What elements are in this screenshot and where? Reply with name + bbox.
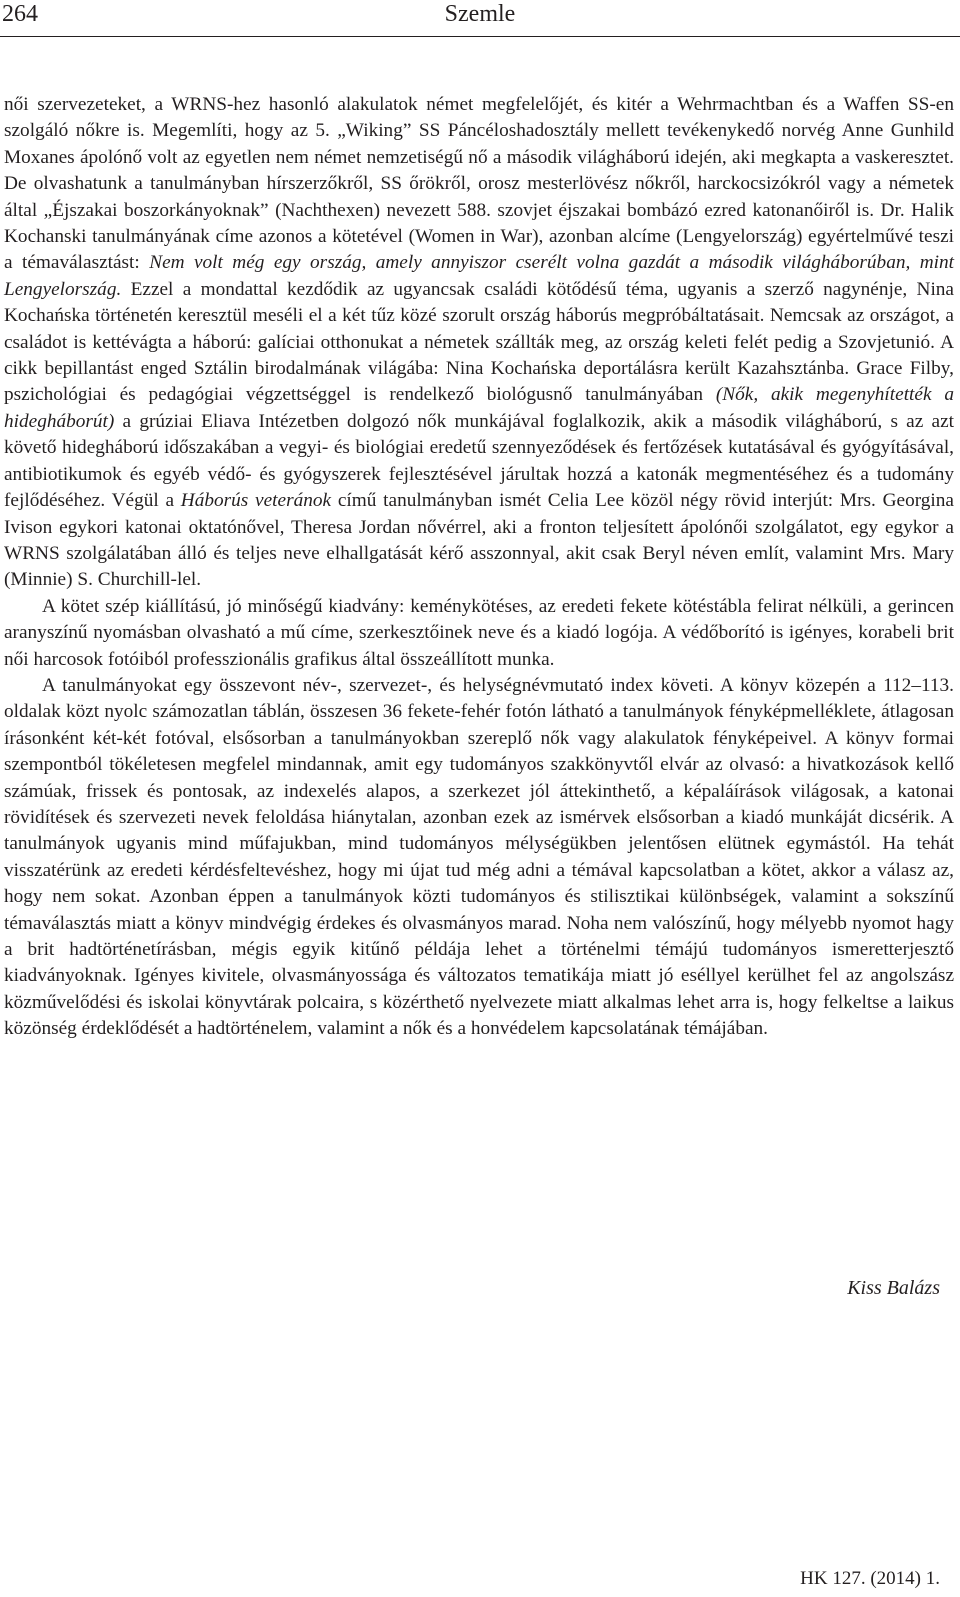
text-run: A tanulmányokat egy összevont név-, szervezet-, és helységnévmutató index követi. A könyv közepén a 112–113. oldalak közt nyolc számozatlan táblán, összesen 36 fekete-fehér fotón látható a tanulmányok fényképmelléklete, átlagosan írásonként két-két fotóval, elsősorban a tanulmányokban szereplő nők vagy alakulatok fényképeivel. A könyv formai szempontból tökéletesen megfelel mindannak, amit egy tudományos szakkönyvtől elvár az olvasó: a hivatkozások kellő számúak, frissek és pontosak, az indexelés alapos, a szerkezet jól áttekinthető, a képaláírások világosak, a katonai rövidítések és szervezeti nevek feloldása hiánytalan, azonban ezek az ismérvek elsősorban a kiadó munkáját dicsérik. A tanulmányok ugyanis mind műfajukban, mind tudományos mélységükben jelentősen elütnek egymástól. Ha tehát visszatérünk az eredeti kérdésfeltevéshez, hogy mi újat tud még adni a témával kapcsolatban a kötet, akkor a válasz az, hogy nem sokat. Azonban éppen a tanulmányok közti tudományos és stilisztikai különbségek, valamint a sokszínű témaválasztás miatt a könyv mindvégig érdekes és olvasmányos marad. Noha nem valószínű, hogy mélyebb nyomot hagy a brit hadtörténetírásban, mégis egyik kitűnő példája lehet a történelmi témájú tudományos ismeretterjesztő kiadványoknak. Igényes kivitele, olvasmányossága és változatos tematikája miatt jó eséllyel kerülhet fel az angolszász közművelődési és iskolai könyvtárak polcaira, s közérthető nyelvezete miatt alkalmas lehet arra is, hogy felkeltse a laikus közönség érdeklődését a hadtörténelem, valamint a nők és a honvédelem kapcsolatának témájában. xyxy=(4,674,954,1040)
text-run: női szervezeteket, a WRNS-hez hasonló alakulatok német megfelelőjét, és kitér a Wehrmachtban és a Waffen SS-en szolgáló nőkre is. Megemlíti, hogy az 5. „Wiking” SS Páncéloshadosztály mellett tevékenykedő norvég Anne Gunhild Moxanes ápolónő volt az egyetlen nem német nemzetiségű nő a második világháború idején, aki megkapta a vaskeresztet. De olvashatunk a tanulmányban hírszerzőkről, SS őrökről, orosz mesterlövész nőkről, harckocsizókról vagy a németek által „Éjszakai boszorkányoknak” (Nachthexen) nevezett 588. szovjet éjszakai bombázó ezred katonanőiről is. xyxy=(4,94,954,221)
body-paragraph xyxy=(4,594,954,673)
body-paragraph xyxy=(4,673,954,1043)
text-run: Ezzel a mondattal kezdődik az ugyancsak családi kötődésű téma, ugyanis a szerző nagynénje, Nina Kochańska történetén keresztül meséli el a két tűz közé szorult ország háborús megpróbáltatásait. Nemcsak az országot, a családot is kettévágta a háború: galíciai otthonukat a németek szállták meg, az ország keleti felét pedig a Szovjetunió. A cikk bepillantást enged Sztálin birodalmának világába: Nina Kochańska deportálásra került Kazahsztánba. Grace Filby, pszichológiai és pedagógiai végzettséggel is rendelkező biológusnő tanulmányában xyxy=(4,278,954,406)
text-run: Dr. Halik Kochanski tanulmányának címe azonos a kötetével (Women in War), azonban alcíme (Lengyelország) egyértelművé teszi a témaválasztást: xyxy=(4,199,954,274)
journal-issue: HK 127. (2014) 1. xyxy=(800,1568,940,1589)
body-paragraph xyxy=(4,92,954,594)
text-run: című tanulmányban ismét Celia Lee közöl négy rövid interjút: Mrs. Georgina Ivison egykori katonai oktatónővel, Theresa Jordan nővérrel, aki a fronton teljesített ápolónői szolgálatot, egy egykor a WRNS szolgálatában álló és teljes neve elhallgatását kérő asszonnyal, akit csak Beryl néven említ, valamint Mrs. Mary (Minnie) S. Churchill-lel. xyxy=(4,490,954,591)
italic-text-run: Háborús veteránok xyxy=(180,490,332,512)
page-header xyxy=(0,0,960,37)
italic-text-run: (Nők, akik megenyhítették a hidegháborút) xyxy=(4,384,954,432)
article-body xyxy=(4,92,954,1043)
text-run: a grúziai Eliava Intézetben dolgozó nők munkájával foglalkozik, akik a második világháború, s az azt követő hidegháború időszakában a vegyi- és biológiai eredetű szennyeződések és fertőzések kutatásával és gyógyításával, antibiotikumok és egyéb védő- és gyógyszerek fejlesztésével járultak hozzá a katonák megmentéséhez és a tudomány fejlődéséhez. Végül a xyxy=(4,410,954,512)
running-title: Szemle xyxy=(444,1,516,27)
page-number: 264 xyxy=(2,1,38,27)
text-run: A kötet szép kiállítású, jó minőségű kiadvány: keménykötéses, az eredeti fekete kötéstábla felirat nélküli, a gerincen aranyszínű nyomásban olvasható a mű címe, szerkesztőinek neve és a kiadó logója. A védőborító is igényes, korabeli brit női harcosok fotóiból professzionális grafikus által összeállított munka. xyxy=(4,595,954,670)
italic-text-run: Nem volt még egy ország, amely annyiszor cserélt volna gazdát a második világháborúban, mint Lengyelország. xyxy=(4,252,955,300)
author-signature: Kiss Balázs xyxy=(847,1277,940,1299)
